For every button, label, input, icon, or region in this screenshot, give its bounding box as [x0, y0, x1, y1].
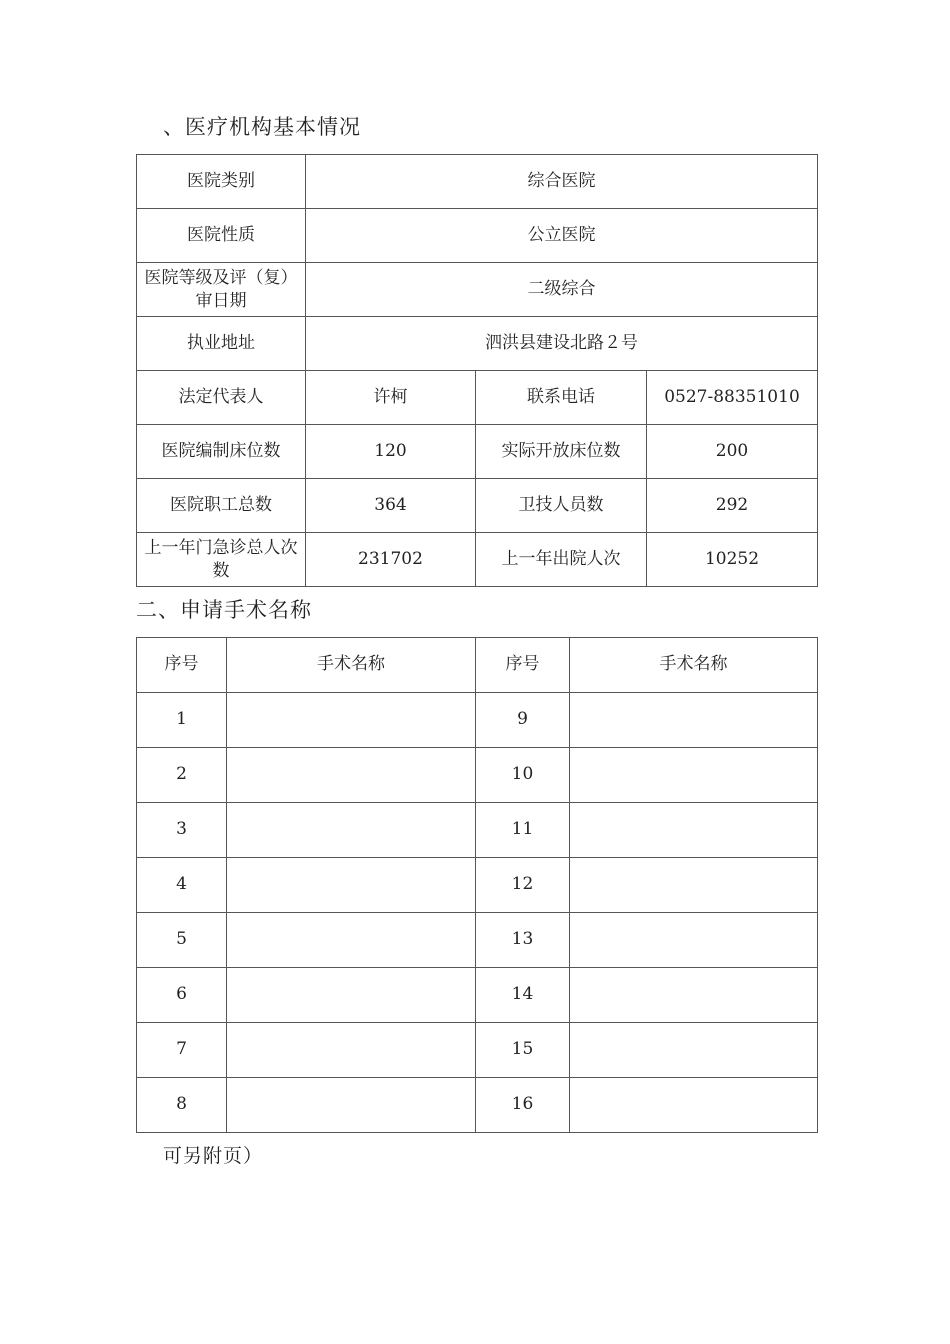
info-row-beds — [137, 425, 818, 479]
outpatient-label: 上一年门急诊总人次数 — [137, 533, 306, 587]
info-row-visits — [137, 533, 818, 587]
beds-open-value: 200 — [647, 425, 818, 479]
surgery-name-cell-left[interactable] — [227, 913, 476, 968]
surgery-name-cell-left[interactable] — [227, 803, 476, 858]
info-row-nature — [137, 209, 818, 263]
col-header-name-left: 手术名称 — [227, 638, 476, 693]
section1-heading: 、医疗机构基本情况 — [163, 115, 361, 139]
beds-planned-label: 医院编制床位数 — [137, 425, 306, 479]
category-label: 医院类别 — [137, 155, 306, 209]
info-row-address — [137, 317, 818, 371]
surgery-name-cell-left[interactable] — [227, 748, 476, 803]
phone-value: 0527-88351010 — [647, 371, 818, 425]
row-number-right: 14 — [476, 968, 570, 1023]
info-row-category — [137, 155, 818, 209]
grade-value: 二级综合 — [306, 263, 818, 317]
info-row-legal-rep — [137, 371, 818, 425]
address-value: 泗洪县建设北路２号 — [306, 317, 818, 371]
table-row — [137, 1078, 818, 1133]
surgery-name-cell-right[interactable] — [570, 803, 818, 858]
table-row — [137, 1023, 818, 1078]
col-header-seq-right: 序号 — [476, 638, 570, 693]
grade-label: 医院等级及评（复）审日期 — [137, 263, 306, 317]
table-row — [137, 748, 818, 803]
surgery-name-cell-left[interactable] — [227, 858, 476, 913]
discharge-value: 10252 — [647, 533, 818, 587]
row-number-left: 7 — [137, 1023, 227, 1078]
discharge-label: 上一年出院人次 — [476, 533, 647, 587]
table-row — [137, 803, 818, 858]
footnote: 可另附页） — [163, 1145, 264, 1167]
category-value: 综合医院 — [306, 155, 818, 209]
row-number-right: 12 — [476, 858, 570, 913]
hospital-info-table — [136, 154, 818, 587]
beds-open-label: 实际开放床位数 — [476, 425, 647, 479]
surgery-name-cell-right[interactable] — [570, 913, 818, 968]
row-number-right: 15 — [476, 1023, 570, 1078]
row-number-right: 10 — [476, 748, 570, 803]
row-number-right: 9 — [476, 693, 570, 748]
surgery-header-row — [137, 638, 818, 693]
surgery-table — [136, 637, 818, 1133]
nature-value: 公立医院 — [306, 209, 818, 263]
row-number-left: 8 — [137, 1078, 227, 1133]
beds-planned-value: 120 — [306, 425, 476, 479]
surgery-name-cell-right[interactable] — [570, 693, 818, 748]
row-number-right: 16 — [476, 1078, 570, 1133]
staff-total-label: 医院职工总数 — [137, 479, 306, 533]
legal-rep-value: 许柯 — [306, 371, 476, 425]
surgery-name-cell-right[interactable] — [570, 748, 818, 803]
table-row — [137, 693, 818, 748]
nature-label: 医院性质 — [137, 209, 306, 263]
row-number-left: 2 — [137, 748, 227, 803]
row-number-left: 1 — [137, 693, 227, 748]
phone-label: 联系电话 — [476, 371, 647, 425]
surgery-name-cell-right[interactable] — [570, 1023, 818, 1078]
table-row — [137, 913, 818, 968]
row-number-left: 3 — [137, 803, 227, 858]
row-number-right: 11 — [476, 803, 570, 858]
row-number-left: 6 — [137, 968, 227, 1023]
col-header-seq-left: 序号 — [137, 638, 227, 693]
tech-staff-value: 292 — [647, 479, 818, 533]
staff-total-value: 364 — [306, 479, 476, 533]
surgery-name-cell-left[interactable] — [227, 1023, 476, 1078]
surgery-name-cell-left[interactable] — [227, 1078, 476, 1133]
row-number-right: 13 — [476, 913, 570, 968]
surgery-name-cell-left[interactable] — [227, 693, 476, 748]
tech-staff-label: 卫技人员数 — [476, 479, 647, 533]
info-row-grade — [137, 263, 818, 317]
section2-heading: 二、申请手术名称 — [136, 598, 312, 622]
info-row-staff — [137, 479, 818, 533]
legal-rep-label: 法定代表人 — [137, 371, 306, 425]
surgery-name-cell-right[interactable] — [570, 858, 818, 913]
outpatient-value: 231702 — [306, 533, 476, 587]
address-label: 执业地址 — [137, 317, 306, 371]
surgery-name-cell-right[interactable] — [570, 968, 818, 1023]
table-row — [137, 858, 818, 913]
row-number-left: 4 — [137, 858, 227, 913]
table-row — [137, 968, 818, 1023]
surgery-name-cell-right[interactable] — [570, 1078, 818, 1133]
col-header-name-right: 手术名称 — [570, 638, 818, 693]
surgery-name-cell-left[interactable] — [227, 968, 476, 1023]
row-number-left: 5 — [137, 913, 227, 968]
